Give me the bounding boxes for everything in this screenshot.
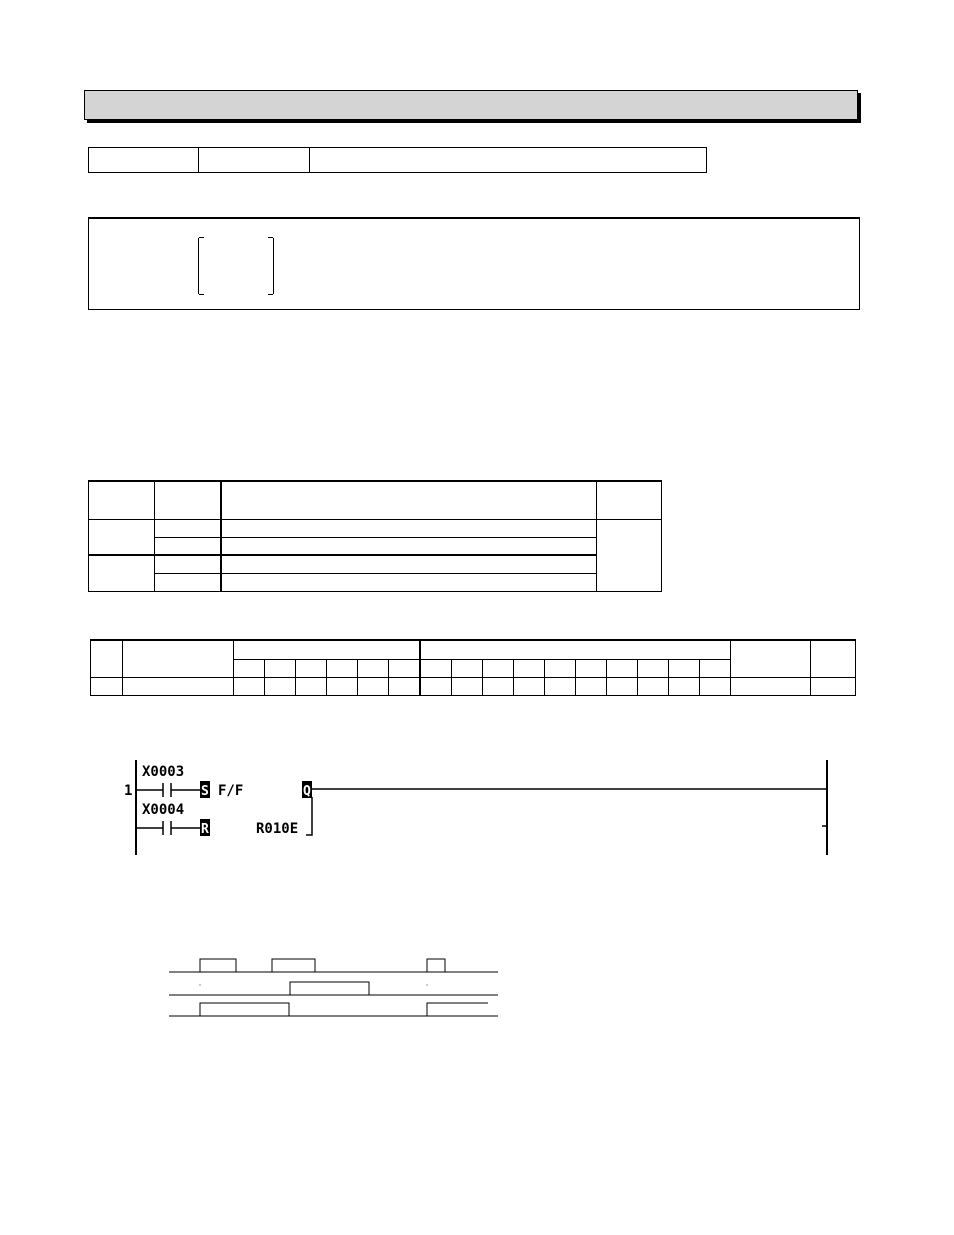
usage-cell	[123, 677, 234, 695]
operand-cell	[221, 519, 597, 537]
operand-header-cell	[155, 481, 222, 519]
usage-cell	[265, 659, 296, 677]
operand-cell	[89, 519, 155, 555]
set-contact-icon	[136, 783, 200, 797]
usage-cell	[234, 677, 265, 695]
rung-number: 1	[124, 783, 133, 799]
reset-contact-label: X0004	[142, 802, 185, 818]
timing-pulse	[427, 1003, 488, 1016]
reset-pin-label: R	[201, 822, 209, 837]
output-register: R010E	[256, 821, 299, 837]
usage-cell	[389, 677, 421, 695]
usage-cell	[452, 677, 483, 695]
usage-cell	[327, 659, 358, 677]
set-pin-label: S	[201, 784, 209, 799]
operand-header-cell	[597, 481, 662, 519]
device-usage-table	[90, 639, 856, 696]
operand-table	[88, 480, 662, 592]
usage-cell	[731, 677, 811, 695]
instruction-header-table	[88, 147, 707, 173]
usage-cell	[731, 640, 811, 677]
usage-cell	[123, 640, 234, 677]
usage-cell	[296, 659, 327, 677]
header-cell-2	[199, 148, 310, 173]
syntax-bracket	[198, 238, 274, 294]
operand-cell	[155, 537, 222, 555]
usage-cell	[420, 659, 452, 677]
usage-cell	[483, 659, 514, 677]
output-pin-label: Q	[303, 784, 311, 799]
usage-cell	[234, 659, 265, 677]
usage-cell	[389, 659, 421, 677]
section-title-bar	[84, 90, 858, 120]
output-register-bracket	[306, 797, 312, 835]
usage-cell	[420, 640, 731, 659]
timing-pulse	[272, 959, 315, 972]
usage-cell	[420, 677, 452, 695]
operand-header-cell	[89, 481, 155, 519]
operand-cell	[155, 555, 222, 573]
operand-cell	[155, 519, 222, 537]
usage-cell	[483, 677, 514, 695]
usage-cell	[265, 677, 296, 695]
operand-cell	[155, 573, 222, 591]
usage-cell	[452, 659, 483, 677]
reset-contact-icon	[136, 821, 200, 835]
timing-pulse	[427, 959, 445, 972]
usage-cell	[576, 659, 607, 677]
operand-cell	[89, 555, 155, 591]
operand-cell	[221, 555, 597, 573]
usage-cell	[607, 677, 638, 695]
usage-cell	[669, 659, 700, 677]
operand-cell	[221, 537, 597, 555]
ladder-diagram	[110, 755, 840, 860]
header-cell-3	[310, 148, 707, 173]
usage-cell	[669, 677, 700, 695]
usage-cell	[607, 659, 638, 677]
usage-cell	[91, 677, 123, 695]
usage-cell	[514, 677, 545, 695]
operand-header-cell	[221, 481, 597, 519]
usage-cell	[327, 677, 358, 695]
timing-chart	[165, 955, 505, 1025]
timing-pulse	[200, 959, 236, 972]
usage-cell	[296, 677, 327, 695]
operand-cell	[221, 573, 597, 591]
set-contact-label: X0003	[142, 764, 185, 780]
usage-cell	[91, 640, 123, 677]
usage-cell	[234, 640, 421, 659]
usage-cell	[514, 659, 545, 677]
usage-cell	[811, 677, 856, 695]
timing-pulse	[200, 1003, 289, 1016]
usage-cell	[545, 677, 576, 695]
usage-cell	[700, 659, 731, 677]
usage-cell	[811, 640, 856, 677]
usage-cell	[638, 677, 669, 695]
usage-cell	[576, 677, 607, 695]
header-cell-1	[89, 148, 199, 173]
operand-cell	[597, 519, 662, 591]
usage-cell	[358, 659, 389, 677]
usage-cell	[358, 677, 389, 695]
usage-cell	[638, 659, 669, 677]
function-name: F/F	[218, 783, 244, 799]
usage-cell	[700, 677, 731, 695]
usage-cell	[545, 659, 576, 677]
timing-pulse	[290, 982, 369, 995]
